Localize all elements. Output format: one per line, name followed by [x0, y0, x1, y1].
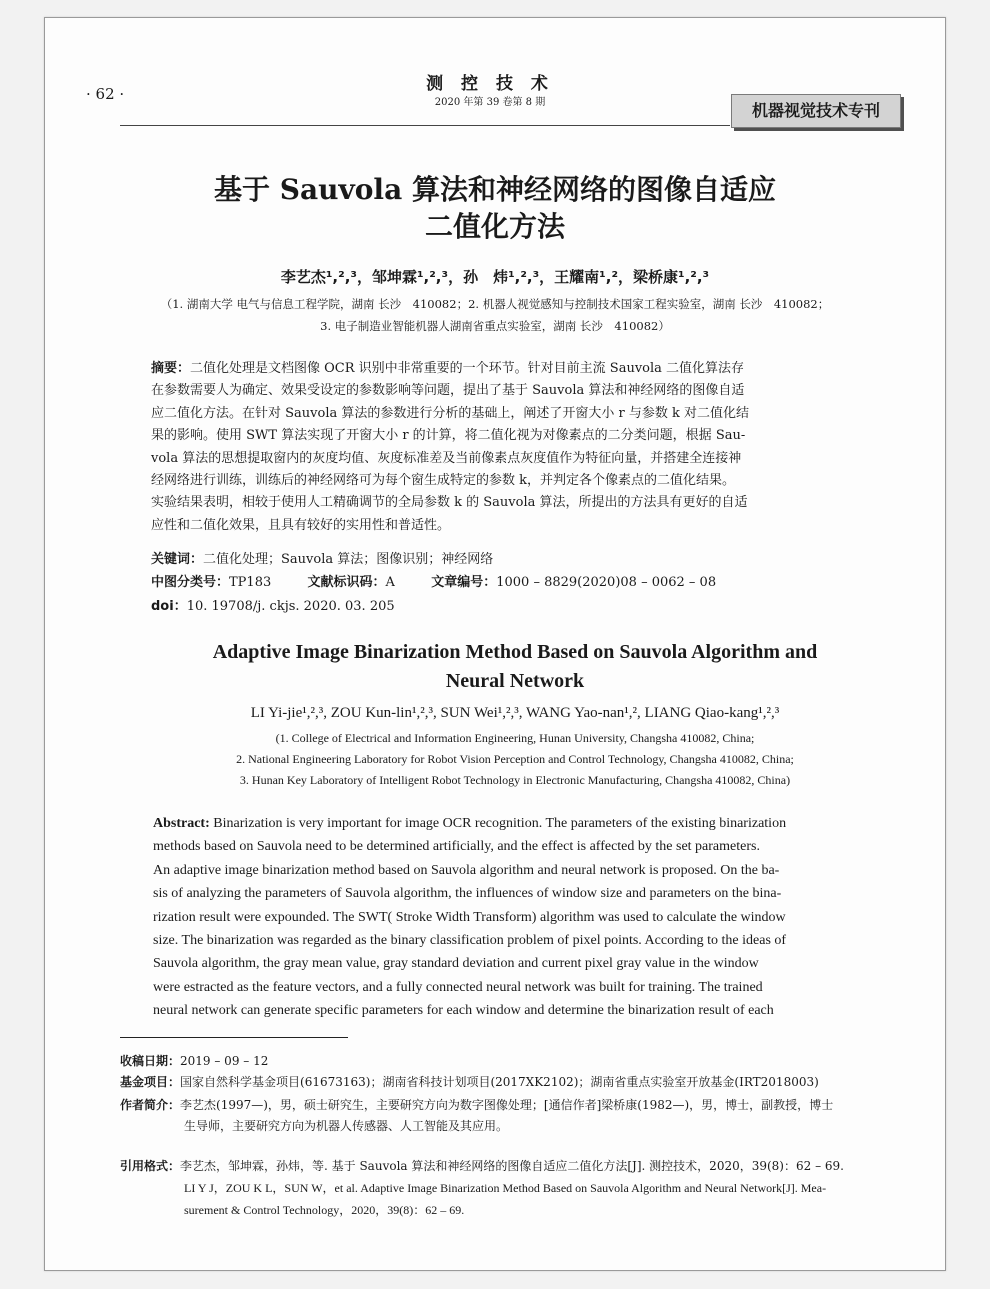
citation-line-1: 李艺杰，邹坤霖，孙炜，等. 基于 Sauvola 算法和神经网络的图像自适应二值化方法[J]. 测控技术，2020，39(8)：62 – 69.: [180, 1159, 844, 1173]
keywords-label: 关键词：: [151, 552, 204, 567]
abstract-cn-line: 在参数需要人为确定、效果受设定的参数影响等问题，提出了基于 Sauvola 算法和神经网络的图像自适: [151, 383, 745, 399]
keywords-cn: [151, 548, 493, 567]
doi-value: 10. 19708/j. ckjs. 2020. 03. 205: [186, 599, 395, 614]
journal-issue: 2020 年第 39 卷第 8 期: [434, 97, 546, 108]
citation-line-2: LI Y J，ZOU K L，SUN W，et al. Adaptive Image Binarization Method Based on Sauvola Algorithm and Neural Network[J]. Mea-: [184, 1181, 827, 1195]
keywords-value: 二值化处理；Sauvola 算法；图像识别；神经网络: [203, 552, 494, 567]
abstract-en-line: rization result were expounded. The SWT( Stroke Width Transform) algorithm was used to calculate the window: [153, 909, 786, 925]
abstract-en-label: Abstract:: [153, 816, 210, 831]
clc-value: TP183: [229, 575, 272, 590]
authors-en: LI Yi-jie¹,²,³, ZOU Kun-lin¹,²,³, SUN Wei¹,²,³, WANG Yao-nan¹,², LIANG Qiao-kang¹,²,³: [250, 705, 780, 721]
title-en-line-2: Neural Network: [445, 670, 585, 692]
title-en-line-1: Adaptive Image Binarization Method Based on Sauvola Algorithm and: [212, 641, 818, 663]
doi-row: [151, 595, 395, 614]
abstract-cn-line: 应性和二值化效果，且具有较好的实用性和普适性。: [151, 517, 451, 533]
abstract-en-line: Sauvola algorithm, the gray mean value, gray standard deviation and current pixel gray value in the window: [153, 956, 759, 972]
doc-code-label: 文献标识码：: [307, 575, 386, 590]
citation: [120, 1157, 844, 1176]
affiliation-en-1: (1. College of Electrical and Information Engineering, Hunan University, Changsha 410082, China;: [275, 731, 755, 745]
abstract-en-line: An adaptive image binarization method based on Sauvola algorithm and neural network is proposed. On the ba-: [153, 862, 780, 878]
page-number: · 62 ·: [86, 85, 125, 103]
section-tag: 机器视觉技术专刊: [731, 94, 901, 128]
abstract-cn: [151, 358, 871, 537]
received-value: 2019 – 09 – 12: [180, 1054, 269, 1068]
abstract-cn-label: 摘要：: [151, 361, 191, 376]
clc-label: 中图分类号：: [151, 575, 230, 590]
header-rule: [120, 125, 730, 126]
article-number-label: 文章编号：: [431, 575, 497, 590]
abstract-cn-line: 果的影响。使用 SWT 算法实现了开窗大小 r 的计算，将二值化视为对像素点的二分类问题，根据 Sau-: [151, 428, 746, 444]
abstract-cn-line: 应二值化方法。在针对 Sauvola 算法的参数进行分析的基础上，阐述了开窗大小 r 与参数 k 对二值化结: [151, 405, 749, 421]
received-label: 收稿日期：: [120, 1054, 181, 1068]
received-date: [120, 1052, 268, 1071]
author-bio-cont: 生导师，主要研究方向为机器人传感器、人工智能及其应用。: [184, 1119, 509, 1133]
authors-cn: 李艺杰¹,²,³，邹坤霖¹,²,³，孙 炜¹,²,³，王耀南¹,²，梁桥康¹,²,³: [280, 268, 710, 286]
abstract-en-line: were estracted as the feature vectors, and a fully connected neural network was built for training. The trained: [153, 979, 763, 995]
abstract-en-line: sis of analyzing the parameters of Sauvola algorithm, the influences of window size and parameters on the bina-: [153, 886, 782, 902]
title-cn-line-2: 二值化方法: [424, 210, 565, 243]
abstract-cn-line: vola 算法的思想提取窗内的灰度均值、灰度标准差及当前像素点灰度值作为特征向量，并搭建全连接神: [151, 450, 742, 466]
author-bio: [120, 1096, 833, 1115]
fund-label: 基金项目：: [120, 1075, 181, 1089]
funding: [120, 1073, 819, 1092]
classification-row: [151, 571, 716, 590]
affiliation-en-2: 2. National Engineering Laboratory for Robot Vision Perception and Control Technology, Changsha 410082, China;: [236, 752, 794, 766]
affiliation-en-3: 3. Hunan Key Laboratory of Intelligent Robot Technology in Electronic Manufacturing, Changsha 410082, China): [239, 773, 791, 787]
abstract-en-line: size. The binarization was regarded as the binary classification problem of pixel points. According to the ideas of: [153, 933, 787, 949]
abstract-cn-line: 二值化处理是文档图像 OCR 识别中非常重要的一个环节。针对目前主流 Sauvola 二值化算法存: [190, 361, 745, 376]
abstract-en-line: Binarization is very important for image OCR recognition. The parameters of the existing binarization: [209, 816, 787, 831]
bio-value: 李艺杰(1997—)，男，硕士研究生，主要研究方向为数字图像处理；[通信作者]梁桥康(1982—)，男，博士，副教授，博士: [180, 1098, 834, 1112]
abstract-cn-line: 经网络进行训练，训练后的神经网络可为每个窗生成特定的参数 k，并判定各个像素点的二值化结果。: [151, 473, 736, 489]
abstract-en-line: methods based on Sauvola need to be determined artificially, and the effect is affected by the set parameters.: [153, 839, 760, 855]
title-cn-line-1: 基于 Sauvola 算法和神经网络的图像自适应: [214, 173, 776, 206]
footnote-rule: [120, 1037, 348, 1038]
affiliation-cn-2: 3. 电子制造业智能机器人湖南省重点实验室，湖南 长沙 410082）: [320, 319, 670, 333]
abstract-cn-line: 实验结果表明，相较于使用人工精确调节的全局参数 k 的 Sauvola 算法，所提出的方法具有更好的自适: [151, 495, 748, 511]
abstract-en: [153, 812, 873, 1023]
journal-title: 测 控 技 术: [426, 74, 554, 94]
doc-code-value: A: [385, 575, 395, 590]
bio-label: 作者简介：: [120, 1098, 181, 1112]
abstract-en-line: neural network can generate specific parameters for each window and determine the binarization result of each: [153, 1003, 774, 1019]
citation-line-3: surement & Control Technology，2020，39(8)：62 – 69.: [184, 1203, 465, 1217]
doi-label: doi：: [151, 599, 187, 614]
citation-label: 引用格式：: [120, 1159, 181, 1173]
fund-value: 国家自然科学基金项目(61673163)；湖南省科技计划项目(2017XK2102)；湖南省重点实验室开放基金(IRT2018003): [180, 1075, 819, 1089]
article-number-value: 1000 – 8829(2020)08 – 0062 – 08: [496, 575, 717, 590]
affiliation-cn-1: （1. 湖南大学 电气与信息工程学院，湖南 长沙 410082；2. 机器人视觉感知与控制技术国家工程实验室，湖南 长沙 410082；: [160, 297, 830, 311]
